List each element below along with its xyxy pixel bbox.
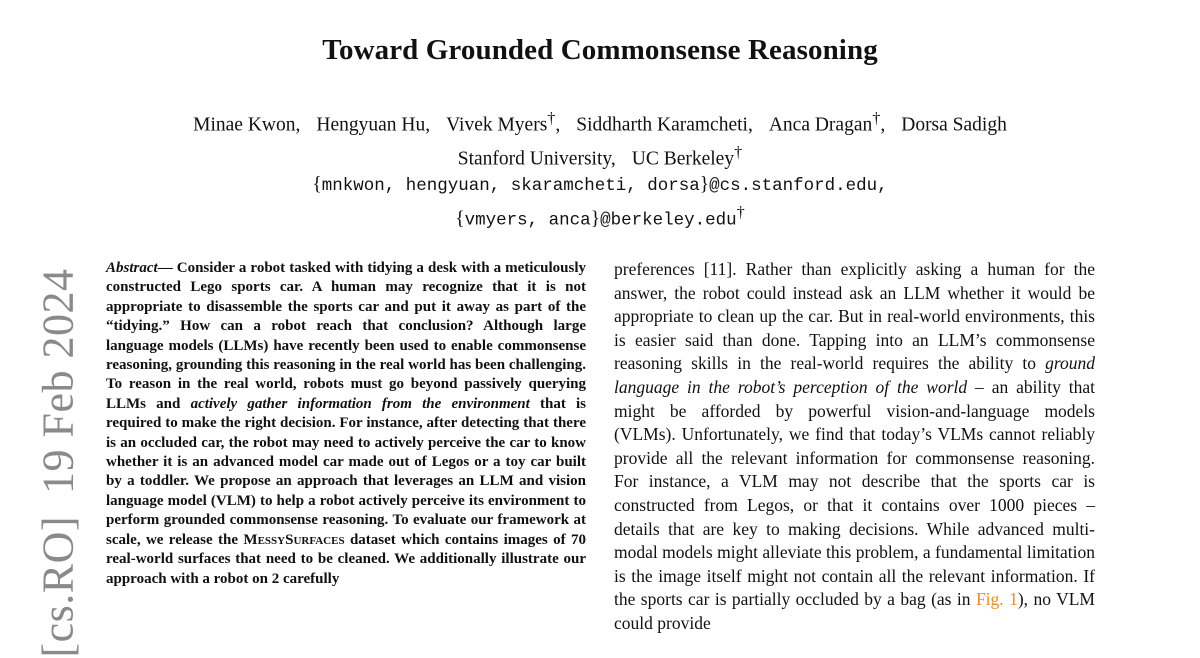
arxiv-sidebar-stamp xyxy=(33,268,84,657)
affiliation-list: Stanford University, UC Berkeley† xyxy=(457,142,743,169)
author-name: Vivek Myers xyxy=(446,114,548,136)
abstract-emphasis: actively gather information from the environment xyxy=(190,395,530,412)
affiliation-mark: † xyxy=(736,203,745,221)
author-name: Siddharth Karamcheti xyxy=(576,114,748,136)
figure-reference-link[interactable]: Fig. 1 xyxy=(975,589,1018,610)
email-domain: @cs.stanford.edu, xyxy=(709,176,888,196)
body-emphasis: ground language in the robot’s perception of the world xyxy=(614,353,1095,397)
affiliation-mark: † xyxy=(547,109,556,127)
body-text: – an ability that might be afforded by powerful vision-and-language models (VLMs). Unfortunately, we find that today’s VLMs cannot reliably provide all the relevant information for commonsense reasoning. For instance, a VLM may not describe that the sports car is constructed from Legos, or that it contains over 1000 pieces – details that are key to making decisions. While advanced multi-modal models might alleviate this problem, a fundamental limitation is the image itself might not contain all the relevant information. If the sports car is partially occluded by a bag (as in xyxy=(614,376,1095,610)
affiliation-mark: † xyxy=(734,142,743,161)
abstract-dash: — xyxy=(157,260,173,276)
affiliation: UC Berkeley xyxy=(631,148,735,169)
author-list: Minae Kwon, Hengyuan Hu, Vivek Myers†, Siddharth Karamcheti, Anca Dragan†, Dorsa Sadigh xyxy=(193,109,1007,136)
arxiv-category: [cs.RO] xyxy=(33,515,83,658)
author-name: Minae Kwon xyxy=(193,114,296,136)
abstract-label: Abstract xyxy=(106,260,158,276)
email-line-berkeley: {vmyers, anca}@berkeley.edu† xyxy=(455,203,745,231)
email-domain: @berkeley.edu xyxy=(600,210,737,231)
affiliation: Stanford University xyxy=(457,148,611,169)
arxiv-date: 19 Feb 2024 xyxy=(33,268,83,494)
author-name: Dorsa Sadigh xyxy=(901,114,1007,136)
email-usernames: vmyers, anca xyxy=(464,210,591,231)
dataset-name: MessySurfaces xyxy=(243,531,345,548)
abstract-text: dataset which contains images of 70 real-world surfaces that need to be cleaned. We additionally illustrate our approach with a robot on 2 carefully xyxy=(106,531,586,587)
abstract-text: Consider a robot tasked with tidying a desk with a meticulously constructed Lego sports car. A human may recognize that it is not appropriate to disassemble the sports car and put it away as part of the “tidying.” How can a robot reach that conclusion? Although large language models (LLMs) have recently been used to enable commonsense reasoning, grounding this reasoning in the real world has been challenging. To reason in the real world, robots must go beyond passively querying LLMs and xyxy=(106,260,586,412)
email-usernames: mnkwon, hengyuan, skaramcheti, dorsa xyxy=(321,176,700,196)
body-column-right xyxy=(614,258,1095,636)
body-text: preferences [11]. Rather than explicitly asking a human for the answer, the robot could instead ask an LLM whether it would be appropriate to clean up the car. But in real-world environments, this is easier said than done. Tapping into an LLM’s commonsense reasoning skills in the real-world requires the ability to xyxy=(614,259,1095,374)
body-text: ), no VLM could provide xyxy=(614,589,1095,633)
affiliation-mark: † xyxy=(872,109,881,127)
abstract xyxy=(106,259,586,589)
email-line-stanford: {mnkwon, hengyuan, skaramcheti, dorsa}@cs.stanford.edu, xyxy=(312,174,888,196)
abstract-text: that is required to make the right decision. For instance, after detecting that there is an occluded car, the robot may need to actively perceive the car to know whether it is an advanced model car made out of Legos or a toy car built by a toddler. We propose an approach that leverages an LLM and vision language model (VLM) to help a robot actively perceive its environment to perform grounded commonsense reasoning. To evaluate our framework at scale, we release the xyxy=(106,395,586,548)
paper-title: Toward Grounded Commonsense Reasoning xyxy=(322,34,878,66)
author-name: Anca Dragan xyxy=(768,114,873,136)
author-name: Hengyuan Hu xyxy=(316,114,426,136)
author-block xyxy=(0,105,1200,234)
